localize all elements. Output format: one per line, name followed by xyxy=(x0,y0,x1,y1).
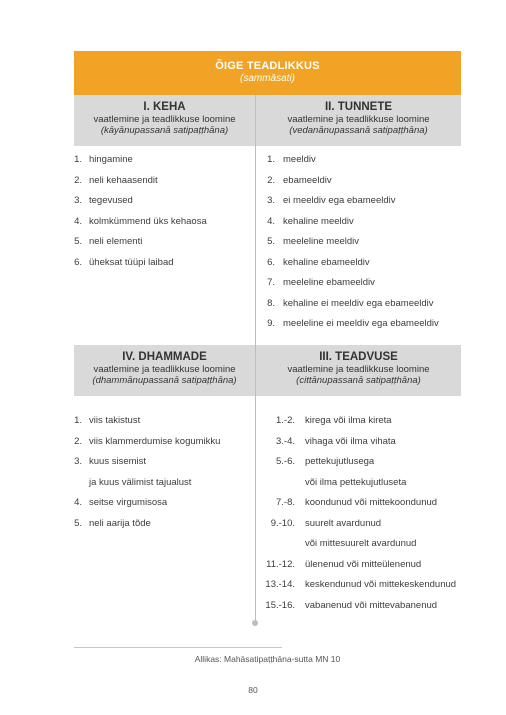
list-item xyxy=(74,150,207,171)
list-item xyxy=(262,534,456,555)
item-text: meeleline ebameeldiv xyxy=(283,277,375,288)
list-item xyxy=(262,493,456,514)
item-number: 4. xyxy=(74,497,82,508)
teadvuse-list xyxy=(262,411,456,616)
item-text: kehaline ei meeldiv ega ebameeldiv xyxy=(283,297,434,309)
item-text: suurelt avardunud xyxy=(305,517,382,529)
keha-subtitle: vaatlemine ja teadlikkuse loomine xyxy=(93,114,236,125)
list-item xyxy=(74,452,220,473)
list-item xyxy=(74,253,207,274)
keha-list xyxy=(74,150,207,273)
list-item xyxy=(262,473,456,494)
item-number: 1. xyxy=(74,415,82,426)
item-text: ei meeldiv ega ebameeldiv xyxy=(283,195,396,206)
item-text: kuus sisemist xyxy=(89,456,147,467)
item-text: või ilma pettekujutluseta xyxy=(305,476,407,488)
list-item xyxy=(262,596,456,617)
list-item xyxy=(262,294,439,315)
source-note: Allikas: Mahāsatipaṭṭhāna-sutta MN 10 xyxy=(194,654,341,664)
item-number: 9.-10. xyxy=(270,517,295,529)
item-number: 2. xyxy=(74,174,82,186)
item-text: meeldiv xyxy=(283,154,316,165)
item-number: 2. xyxy=(74,435,82,447)
item-number: 3. xyxy=(74,195,82,206)
item-text: tegevused xyxy=(89,195,133,206)
list-item xyxy=(74,493,220,514)
item-number: 3. xyxy=(74,456,82,467)
list-item xyxy=(74,212,207,233)
item-number: 9. xyxy=(267,318,275,329)
item-text: ülenenud või mitteülenenud xyxy=(305,558,422,570)
list-item xyxy=(262,273,439,294)
item-text: vihaga või ilma vihata xyxy=(305,435,396,447)
list-item xyxy=(262,314,439,335)
banner-title: ÕIGE TEADLIKKUS xyxy=(215,60,320,72)
item-text: meeleline ei meeldiv ega ebameeldiv xyxy=(283,318,439,329)
item-text: ebameeldiv xyxy=(283,174,332,186)
center-divider xyxy=(255,95,256,623)
list-item xyxy=(262,212,439,233)
list-item xyxy=(262,452,456,473)
keha-title: I. KEHA xyxy=(143,101,186,113)
list-item xyxy=(74,232,207,253)
list-item xyxy=(262,171,439,192)
item-text: kehaline meeldiv xyxy=(283,215,354,227)
list-item xyxy=(74,514,220,535)
item-text: kirega või ilma kireta xyxy=(305,415,392,426)
item-text: neli kehaasendit xyxy=(89,174,158,186)
tunnete-list xyxy=(262,150,439,335)
list-item xyxy=(262,575,456,596)
item-text: pettekujutlusega xyxy=(305,456,375,467)
item-text: üheksat tüüpi laibad xyxy=(89,256,174,268)
keha-header xyxy=(74,95,255,146)
item-text: meeleline meeldiv xyxy=(283,236,360,247)
item-text: kolmkümmend üks kehaosa xyxy=(89,215,207,227)
item-number: 4. xyxy=(74,215,82,227)
item-text: ja kuus välimist tajualust xyxy=(89,476,192,488)
teadvuse-header xyxy=(256,345,461,396)
list-item xyxy=(262,555,456,576)
item-number: 11.-12. xyxy=(266,558,295,570)
item-number: 13.-14. xyxy=(265,579,295,590)
list-item xyxy=(262,232,439,253)
list-item xyxy=(262,150,439,171)
item-number: 3.-4. xyxy=(275,435,295,447)
keha-pali: (kāyānupassanā satipaṭṭhāna) xyxy=(100,125,229,136)
tunnete-pali: (vedanānupassanā satipaṭṭhāna) xyxy=(289,125,428,136)
list-item xyxy=(262,253,439,274)
item-text: vabanenud või mittevabanenud xyxy=(305,599,438,611)
item-number: 5. xyxy=(267,236,275,247)
list-item xyxy=(74,171,207,192)
item-number: 5.-6. xyxy=(275,456,295,467)
item-number: 1. xyxy=(267,154,275,165)
dhammade-subtitle: vaatlemine ja teadlikkuse loomine xyxy=(93,364,236,375)
tunnete-title: II. TUNNETE xyxy=(324,101,393,113)
dhammade-title: IV. DHAMMADE xyxy=(122,351,207,363)
item-number: 7. xyxy=(267,277,275,288)
footnote-rule xyxy=(74,647,282,648)
item-text: viis takistust xyxy=(89,415,141,426)
list-item xyxy=(262,432,456,453)
dhammade-pali: (dhammānupassanā satipaṭṭhāna) xyxy=(92,375,237,386)
item-text: kehaline ebameeldiv xyxy=(283,256,370,268)
item-number: 5. xyxy=(74,236,82,247)
page-number: 80 xyxy=(248,685,258,695)
section-banner xyxy=(74,51,461,95)
item-number: 5. xyxy=(74,517,82,529)
tunnete-subtitle: vaatlemine ja teadlikkuse loomine xyxy=(287,114,430,125)
item-number: 8. xyxy=(267,297,275,309)
list-item xyxy=(262,191,439,212)
item-number: 6. xyxy=(74,256,82,268)
item-number: 4. xyxy=(267,215,275,227)
item-text: keskendunud või mittekeskendunud xyxy=(305,579,457,590)
list-item xyxy=(74,432,220,453)
item-text: koondunud või mittekoondunud xyxy=(305,497,438,508)
item-number: 2. xyxy=(267,174,275,186)
item-number: 3. xyxy=(267,195,275,206)
item-text: seitse virgumisosa xyxy=(89,497,168,508)
tunnete-header xyxy=(256,95,461,146)
list-item xyxy=(262,514,456,535)
teadvuse-subtitle: vaatlemine ja teadlikkuse loomine xyxy=(287,364,430,375)
list-item xyxy=(74,411,220,432)
item-number: 7.-8. xyxy=(275,497,295,508)
dhammade-header xyxy=(74,345,255,396)
teadvuse-pali: (cittānupassanā satipaṭṭhāna) xyxy=(296,375,421,386)
item-text: või mittesuurelt avardunud xyxy=(305,538,417,549)
item-number: 15.-16. xyxy=(265,599,295,611)
item-number: 1.-2. xyxy=(275,415,295,426)
item-text: neli elementi xyxy=(89,236,143,247)
item-text: hingamine xyxy=(89,154,133,165)
dhammade-list xyxy=(74,411,220,534)
list-item xyxy=(74,191,207,212)
list-item xyxy=(262,411,456,432)
item-number: 6. xyxy=(267,256,275,268)
item-text: viis klammerdumise kogumikku xyxy=(89,435,221,447)
list-item xyxy=(74,473,220,494)
teadvuse-title: III. TEADVUSE xyxy=(319,351,398,363)
divider-end-dot xyxy=(252,620,258,626)
banner-subtitle: (sammāsati) xyxy=(239,73,295,84)
item-number: 1. xyxy=(74,154,82,165)
item-text: neli aarija tõde xyxy=(89,517,151,529)
